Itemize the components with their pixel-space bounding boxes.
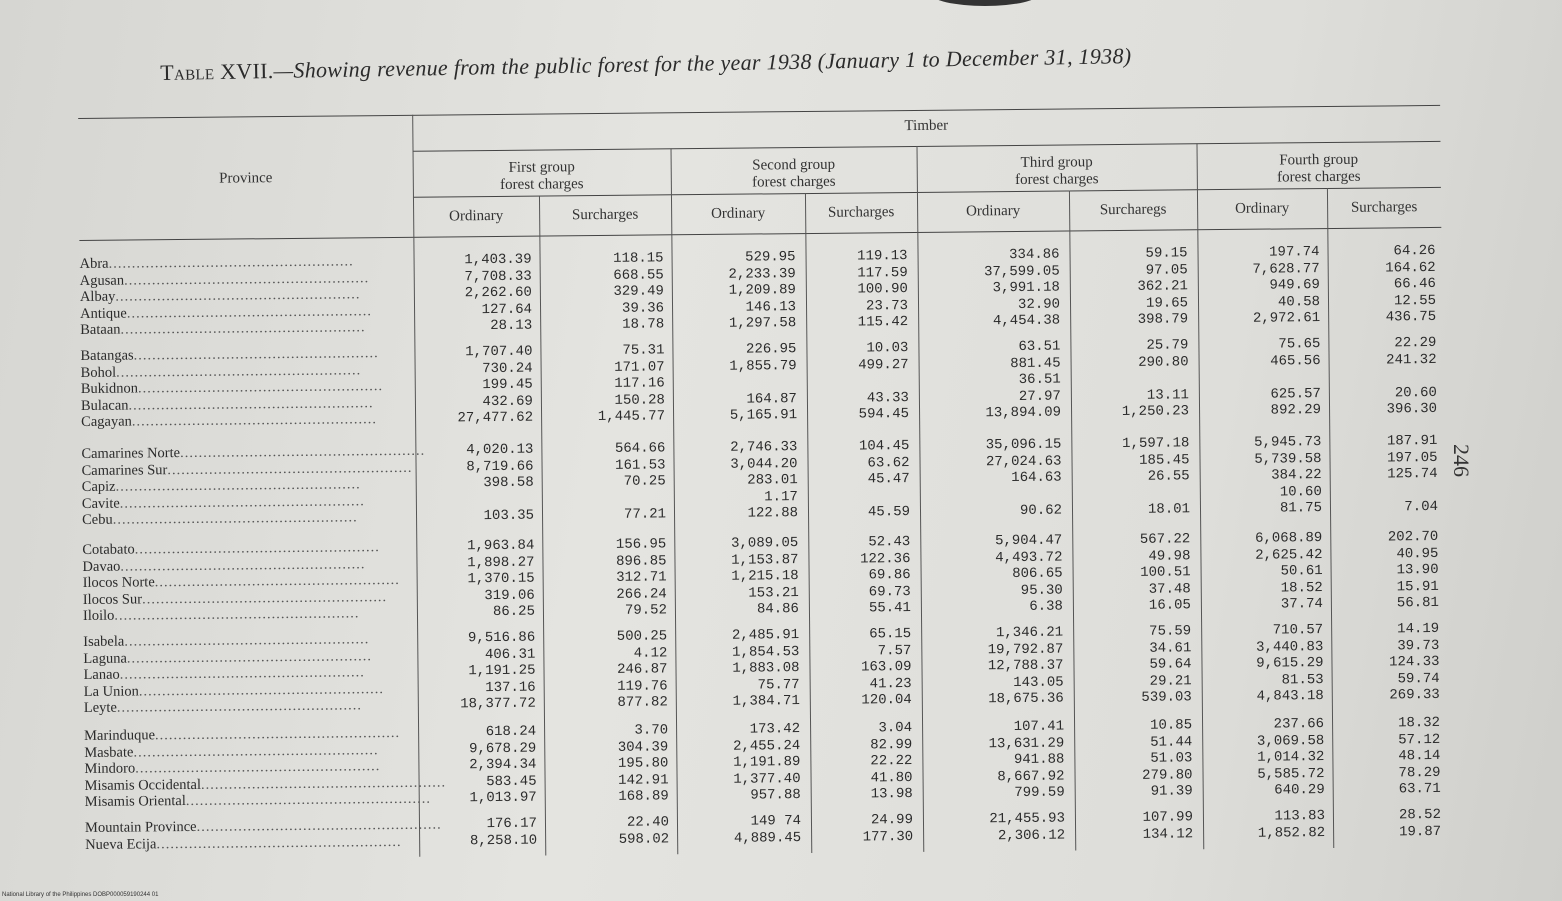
province-list [82,539,415,625]
leader-dots: ..................................................... [126,647,373,667]
value-column: 1,963.84 1,898.27 1,370.15 319.06 86.25 [467,537,536,621]
province-label: Abra [79,255,109,272]
value-column: 500.25 4.12 246.87 119.76 877.82 [616,628,668,711]
province-label: Antique [79,305,127,322]
value-column: 119.13 117.59 100.90 23.73 115.42 [857,248,909,331]
timber-header: Timber [904,117,949,135]
table-caption: —Showing revenue from the public forest for the year 1938 (January 1 to December 31, 1938) [273,43,1132,84]
province-list [84,724,447,811]
province-name [81,411,413,431]
province-label: Bulacan [80,397,129,414]
value-column: 334.86 37,599.05 3,991.18 32.90 4,454.38 [984,246,1061,330]
subheader-surcharges: Surcharges [571,206,639,224]
value-column: 2,485.91 1,854.53 1,883.08 75.77 1,384.71 [731,627,800,710]
value-column: 64.26 164.62 66.46 12.55 436.75 [1385,242,1437,326]
province-label: Capiz [81,478,116,495]
value-column: 173.42 2,455.24 1,191.89 1,377.40 957.88 [732,721,801,804]
subheader-surcharges: Surcharges [1350,199,1418,216]
subheader-ordinary: Ordinary [965,202,1021,220]
province-label: Leyte [83,699,117,716]
value-column: 149 74 4,889.45 [733,813,802,847]
leader-dots: ..................................................... [119,492,365,512]
group-header-third: Third group forest charges [1015,154,1099,189]
value-column: 28.52 19.87 [1398,806,1442,840]
value-column: 226.95 1,855.79 164.87 5,165.91 [729,341,798,424]
value-column: 5,904.47 4,493.72 806.65 95.30 6.38 [995,532,1064,615]
province-name [83,605,415,625]
province-list [80,345,413,431]
value-column: 25.79 290.80 13.11 1,250.23 [1121,337,1190,420]
province-label: Marinduque [84,727,156,744]
leader-dots: ..................................................... [154,571,400,591]
leader-dots: ..................................................... [120,319,366,338]
revenue-table [78,85,1447,868]
province-label: Cavite [81,495,120,512]
leader-dots: ..................................................... [115,286,361,305]
value-column: 176.17 8,258.10 [469,815,538,849]
value-column: 710.57 3,440.83 9,615.29 81.53 4,843.18 [1256,622,1324,705]
value-column: 564.66 161.53 70.25 77.21 [614,440,667,523]
scan-footer: National Library of the Philippines DOBP000059190244 01 [2,892,159,898]
province-label: Camarines Sur [81,461,168,479]
leader-dots: ..................................................... [156,833,402,852]
province-name [80,269,412,289]
value-column: 1,597.18 185.45 26.55 18.01 [1122,435,1191,518]
value-column: 52.43 122.36 69.86 69.73 55.41 [859,534,912,617]
value-column: 237.66 3,069.58 1,014.32 5,585.72 640.29 [1256,716,1325,799]
value-column: 14.19 39.73 124.33 59.74 269.33 [1388,620,1440,704]
value-column: 3.70 304.39 195.80 142.91 168.89 [617,722,669,805]
value-column: 75.31 171.07 117.16 150.28 1,445.77 [597,342,666,426]
table-number: Table XVII. [160,58,274,85]
value-column: 156.95 896.85 312.71 266.24 79.52 [615,536,668,619]
value-column: 107.99 134.12 [1142,809,1194,843]
value-column: 1,346.21 19,792.87 12,788.37 143.05 18,675.36 [987,624,1064,708]
province-label: Agusan [79,272,125,289]
province-label: Ilocos Sur [82,590,143,608]
value-column: 65.15 7.57 163.09 41.23 120.04 [861,626,912,709]
subheader-ordinary: Ordinary [710,205,766,222]
province-name [84,697,416,717]
page-number: 246 [1449,444,1474,477]
province-label: Bohol [80,364,117,381]
province-label: Cebu [81,511,113,528]
leader-dots: ..................................................... [120,555,366,575]
header-bottom-rule [79,227,1441,241]
leader-dots: ..................................................... [131,411,378,430]
leader-dots: ..................................................... [133,741,379,760]
value-column: 529.95 2,233.39 1,209.89 146.13 1,297.58 [728,249,797,332]
subheader-ordinary: Ordinary [448,207,504,225]
province-list [83,631,416,717]
province-label: Cagayan [81,413,132,430]
value-column: 113.83 1,852.82 [1257,808,1326,842]
province-name [80,345,412,365]
value-column: 107.41 13,631.29 941.88 8,667.92 799.59 [988,718,1065,802]
province-label: Albay [79,288,116,305]
leader-dots: ..................................................... [116,361,362,381]
province-name [84,790,432,811]
value-column: 59.15 97.05 362.21 19.65 398.79 [1137,245,1189,328]
table-title [160,43,1132,86]
province-list [81,442,426,529]
province-label: Lanao [83,666,120,683]
group-header-fourth: Fourth group forest charges [1277,151,1361,186]
province-label: Davao [82,558,121,575]
leader-dots: ..................................................... [108,253,354,272]
leader-dots: ..................................................... [167,459,413,478]
value-column: 18.32 57.12 48.14 78.29 63.71 [1397,714,1441,798]
leader-dots: ..................................................... [134,539,380,558]
leader-dots: ..................................................... [135,758,381,777]
value-column: 22.29 241.32 20.60 396.30 [1386,334,1438,418]
province-label: Camarines Norte [81,445,181,462]
province-label: Ilocos Norte [82,574,155,591]
province-label: La Union [83,682,139,700]
group-header-first: First group forest charges [500,159,584,193]
subheader-surcharges: Surcharges [827,204,895,221]
province-list [80,253,413,339]
province-label: Cotabato [82,541,135,558]
value-column: 63.51 881.45 36.51 27.97 13,894.09 [985,338,1062,422]
value-column: 118.15 668.55 329.49 39.36 18.78 [613,250,665,333]
leader-dots: ..................................................... [200,773,447,793]
leader-dots: ..................................................... [196,816,442,835]
subheader-surcharges: Surcharegs [1099,201,1167,219]
value-column: 1,403.39 7,708.33 2,262.60 127.64 28.13 [464,251,533,335]
province-label: Bukidnon [80,380,139,397]
leader-dots: ..................................................... [112,509,358,528]
subheader-ordinary: Ordinary [1234,200,1290,217]
province-header: Province [219,170,273,187]
value-column: 5,945.73 5,739.58 384.22 10.60 81.75 [1254,434,1323,517]
province-label: Mountain Province [84,818,197,836]
value-column: 197.74 7,628.77 949.69 40.58 2,972.61 [1252,244,1321,327]
value-column: 21,455.93 2,306.12 [989,810,1066,844]
value-column: 618.24 9,678.29 2,394.34 583.45 1,013.97 [468,723,537,807]
timber-rule [413,141,1441,152]
leader-dots: ..................................................... [119,664,365,683]
province-label: Iloilo [82,607,115,624]
province-label: Nueva Ecija [85,835,157,853]
leader-dots: ..................................................... [124,631,370,650]
value-column: 9,516.86 406.31 1,191.25 137.16 18,377.72 [460,629,536,713]
value-column: 75.59 34.61 59.64 29.21 539.03 [1141,623,1192,706]
value-column: 3,089.05 1,153.87 1,215.18 153.21 84.86 [731,535,800,618]
value-column: 567.22 49.98 100.51 37.48 16.05 [1139,531,1191,614]
value-column: 6,068.89 2,625.42 50.61 18.52 37.74 [1254,530,1323,613]
value-column: 22.40 598.02 [618,814,670,848]
province-name [85,833,417,853]
province-label: Misamis Occidental [84,776,202,794]
leader-dots: ..................................................... [154,724,401,744]
group-header-second: Second group forest charges [752,156,836,191]
value-column: 202.70 40.95 13.90 15.91 56.81 [1387,528,1439,612]
province-name [83,647,415,667]
province-name [80,319,412,339]
value-column: 104.45 63.62 45.47 45.59 [858,438,911,521]
leader-dots: ..................................................... [141,588,388,607]
leader-dots: ..................................................... [115,476,361,495]
province-name [82,492,414,512]
province-label: Mindoro [84,760,136,777]
leader-dots: ..................................................... [185,790,432,809]
province-name [83,588,415,608]
province-label: Batangas [80,347,134,364]
value-column: 35,096.15 27,024.63 164.63 90.62 [985,436,1063,519]
province-label: Isabela [83,633,125,650]
value-column: 24.99 177.30 [862,812,914,846]
province-label: Masbate [84,743,134,761]
leader-dots: ..................................................... [126,302,372,322]
province-label: Laguna [83,650,127,667]
value-column: 187.91 197.05 125.74 7.04 [1386,432,1439,516]
value-column: 10.03 499.27 43.33 594.45 [858,340,910,423]
province-name [84,680,416,700]
leader-dots: ..................................................... [138,680,385,699]
col-divider [1327,188,1334,848]
value-column: 2,746.33 3,044.20 283.01 1.17 122.88 [730,439,799,522]
province-name [82,509,414,529]
value-column: 75.65 465.56 625.57 892.29 [1270,336,1322,419]
leader-dots: ..................................................... [128,394,374,414]
leader-dots: ..................................................... [116,697,363,716]
province-name [81,459,413,479]
value-column: 10.85 51.44 51.03 279.80 91.39 [1142,717,1193,800]
scan-shadow [930,0,1040,6]
leader-dots: ..................................................... [133,345,379,364]
value-column: 1,707.40 730.24 199.45 432.69 27,477.62 [457,343,534,427]
leader-dots: ..................................................... [179,442,426,462]
value-column: 3.04 82.99 22.22 41.80 13.98 [870,720,913,803]
province-label: Misamis Oriental [84,792,186,810]
province-label: Bataan [80,321,121,338]
leader-dots: ..................................................... [114,605,360,624]
leader-dots: ..................................................... [123,269,370,289]
leader-dots: ..................................................... [137,378,384,397]
value-column: 4,020.13 8,719.66 398.58 103.35 [466,441,535,525]
province-list [84,816,442,853]
